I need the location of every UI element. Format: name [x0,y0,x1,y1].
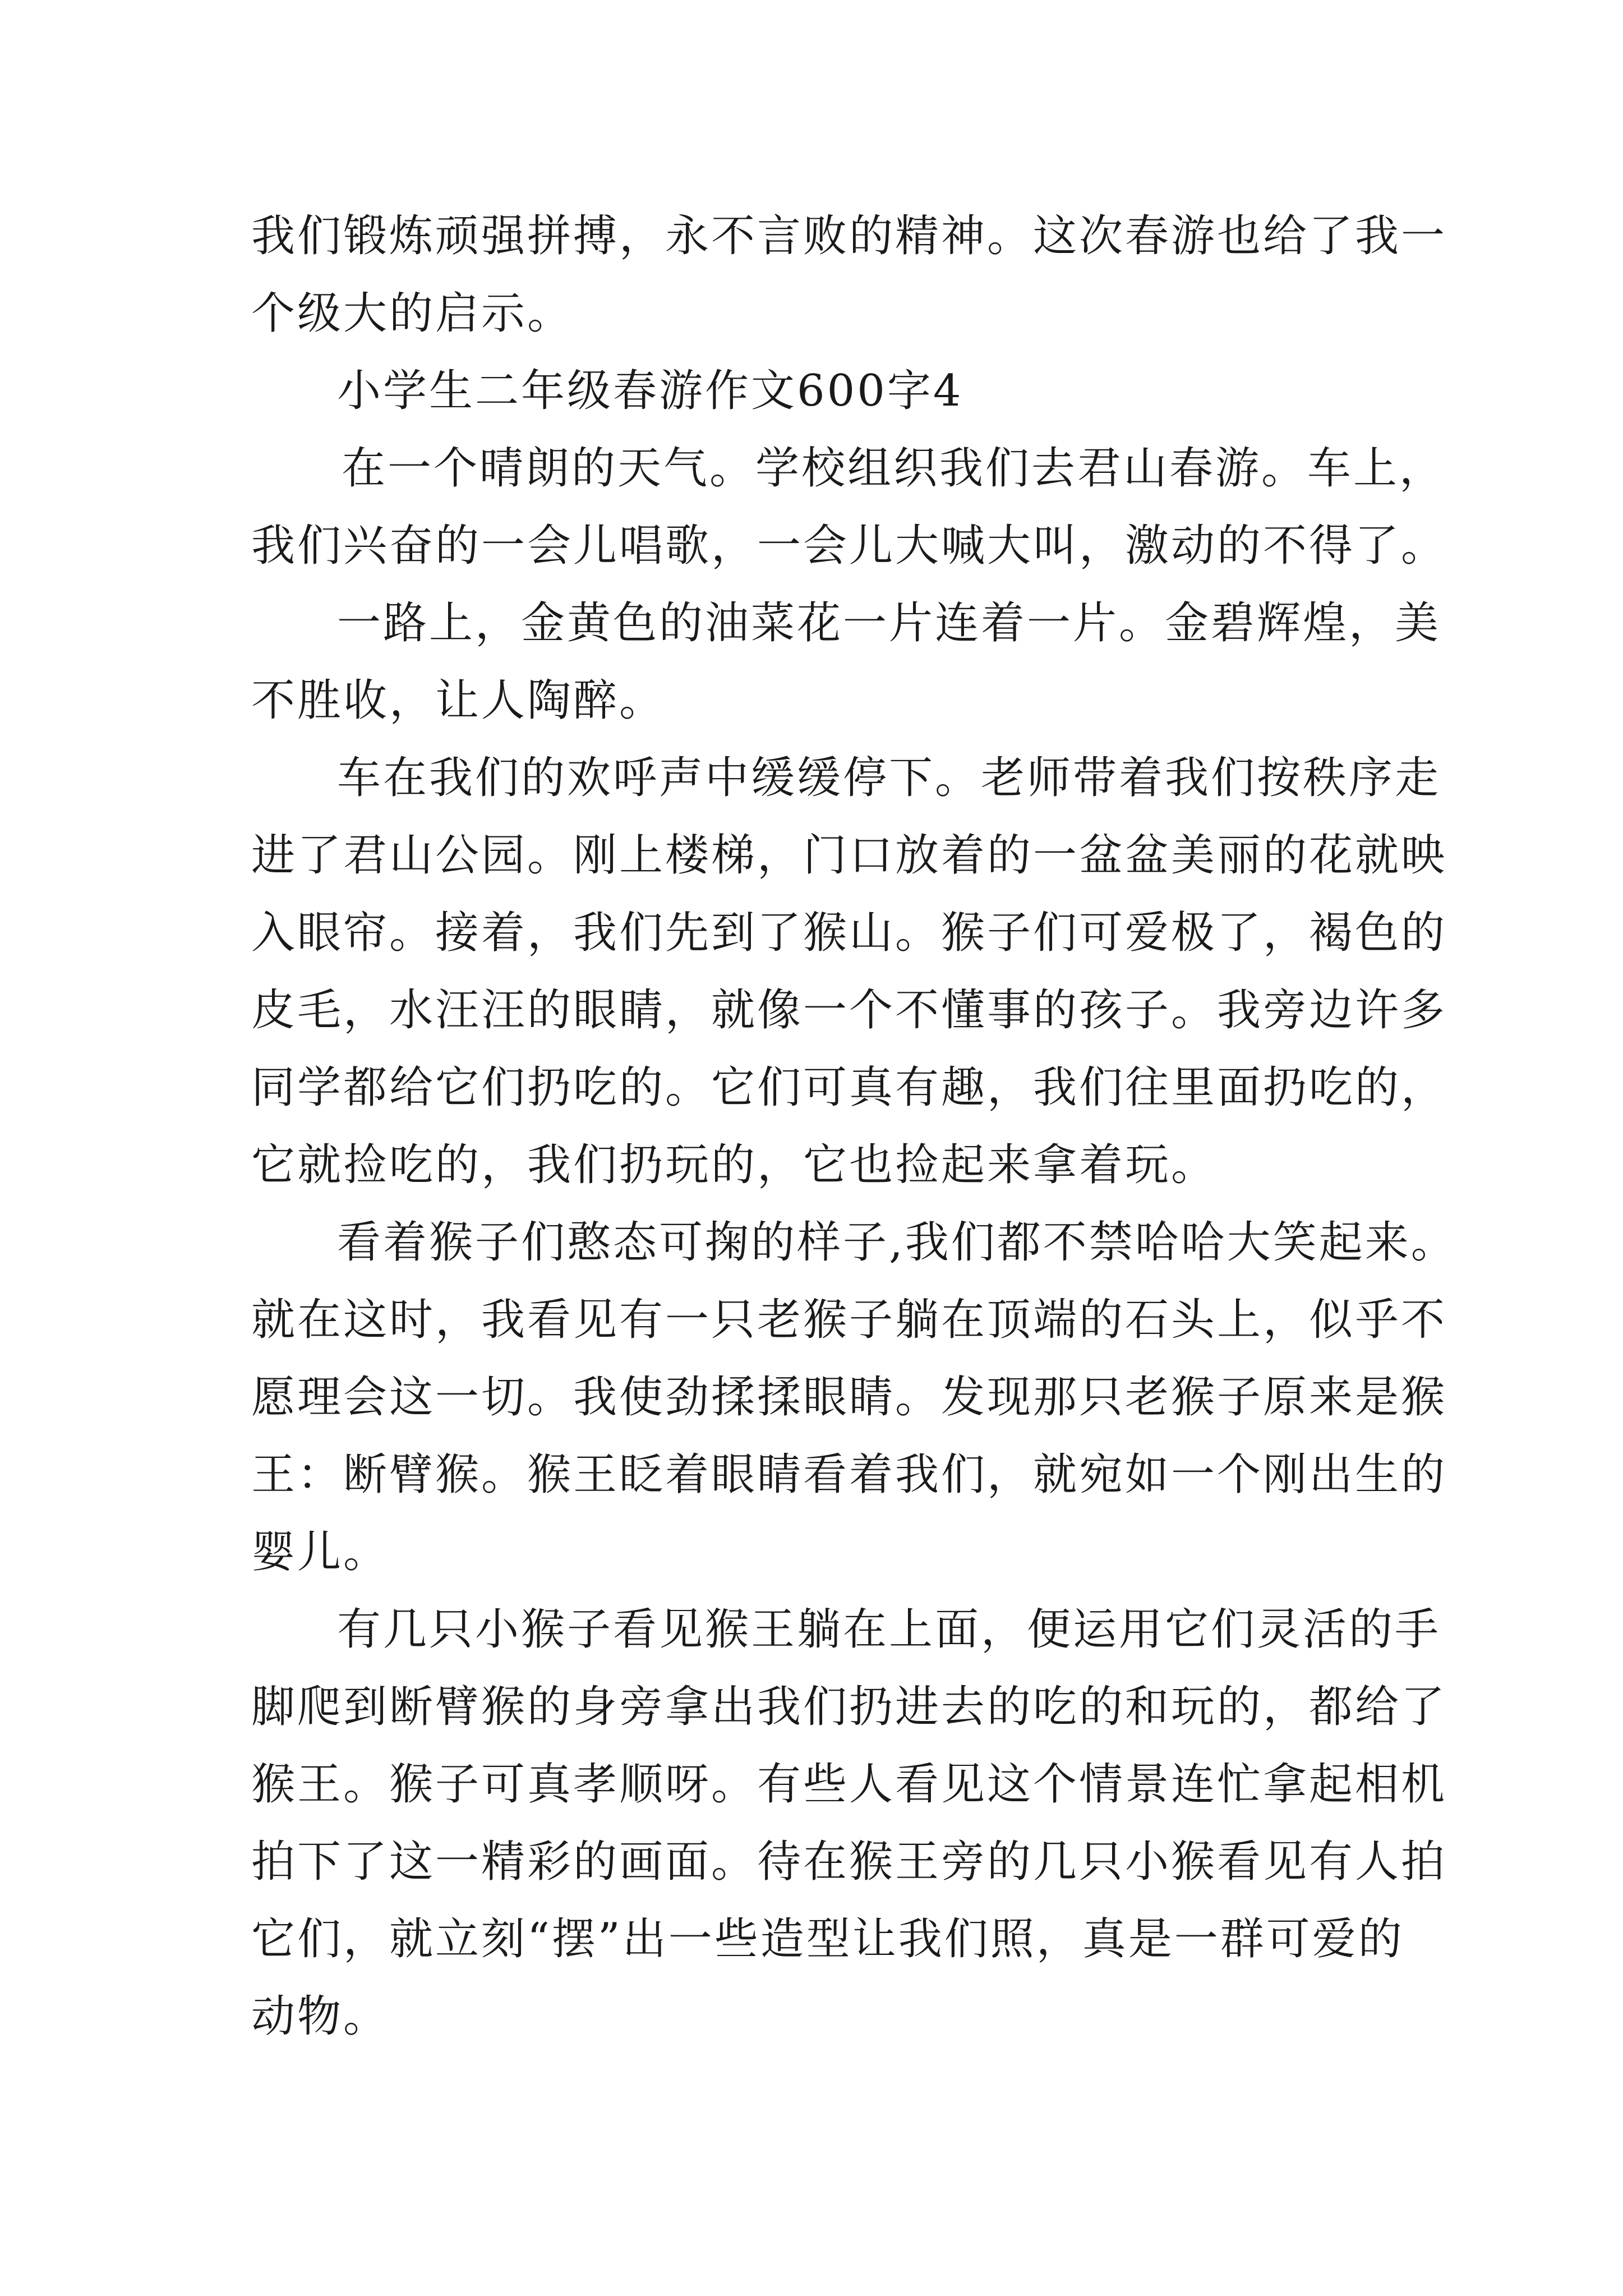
text-line: 在一个晴朗的天气。学校组织我们去君山春游。车上， [342,443,1446,494]
text-line: 它就捡吃的，我们扔玩的，它也捡起来拿着玩。 [251,1140,1218,1190]
text-line: 王：断臂猴。猴王眨着眼睛看着我们，就宛如一个刚出生的 [251,1450,1447,1500]
text-line: 我们兴奋的一会儿唱歌，一会儿大喊大叫，激动的不得了。 [251,521,1447,571]
text-line: 入眼帘。接着，我们先到了猴山。猴子们可爱极了，褐色的 [251,908,1447,958]
text-line: 我们锻炼顽强拼搏，永不言败的精神。这次春游也给了我一 [251,211,1447,261]
text-line: 一路上，金黄色的油菜花一片连着一片。金碧辉煌，美 [337,598,1441,648]
text-line: 同学都给它们扔吃的。它们可真有趣，我们往里面扔吃的， [251,1062,1447,1113]
text-line: 个级大的启示。 [251,288,574,339]
essay-title: 小学生二年级春游作文600字4 [337,366,963,416]
text-line: 愿理会这一切。我使劲揉揉眼睛。发现那只老猴子原来是猴 [251,1372,1447,1423]
text-line: 皮毛，水汪汪的眼睛，就像一个不懂事的孩子。我旁边许多 [251,985,1447,1036]
text-line: 有几只小猴子看见猴王躺在上面，便运用它们灵活的手 [337,1604,1441,1655]
text-line: 不胜收，让人陶醉。 [251,675,666,726]
text-line: 进了君山公园。刚上楼梯，门口放着的一盆盆美丽的花就映 [251,830,1447,881]
text-line: 就在这时，我看见有一只老猴子躺在顶端的石头上，似乎不 [251,1295,1447,1345]
text-line: 动物。 [251,1991,390,2042]
text-line: 脚爬到断臂猴的身旁拿出我们扔进去的吃的和玩的，都给了 [251,1682,1447,1732]
text-line: 猴王。猴子可真孝顺呀。有些人看见这个情景连忙拿起相机 [251,1759,1447,1810]
text-line: 婴儿。 [251,1527,390,1577]
text-line: 拍下了这一精彩的画面。待在猴王旁的几只小猴看见有人拍 [251,1837,1447,1887]
text-line: 看着猴子们憨态可掬的样子,我们都不禁哈哈大笑起来。 [337,1217,1457,1268]
text-line: 车在我们的欢呼声中缓缓停下。老师带着我们按秩序走 [337,753,1441,803]
text-line: 它们，就立刻“摆”出一些造型让我们照，真是一群可爱的 [251,1914,1404,1964]
